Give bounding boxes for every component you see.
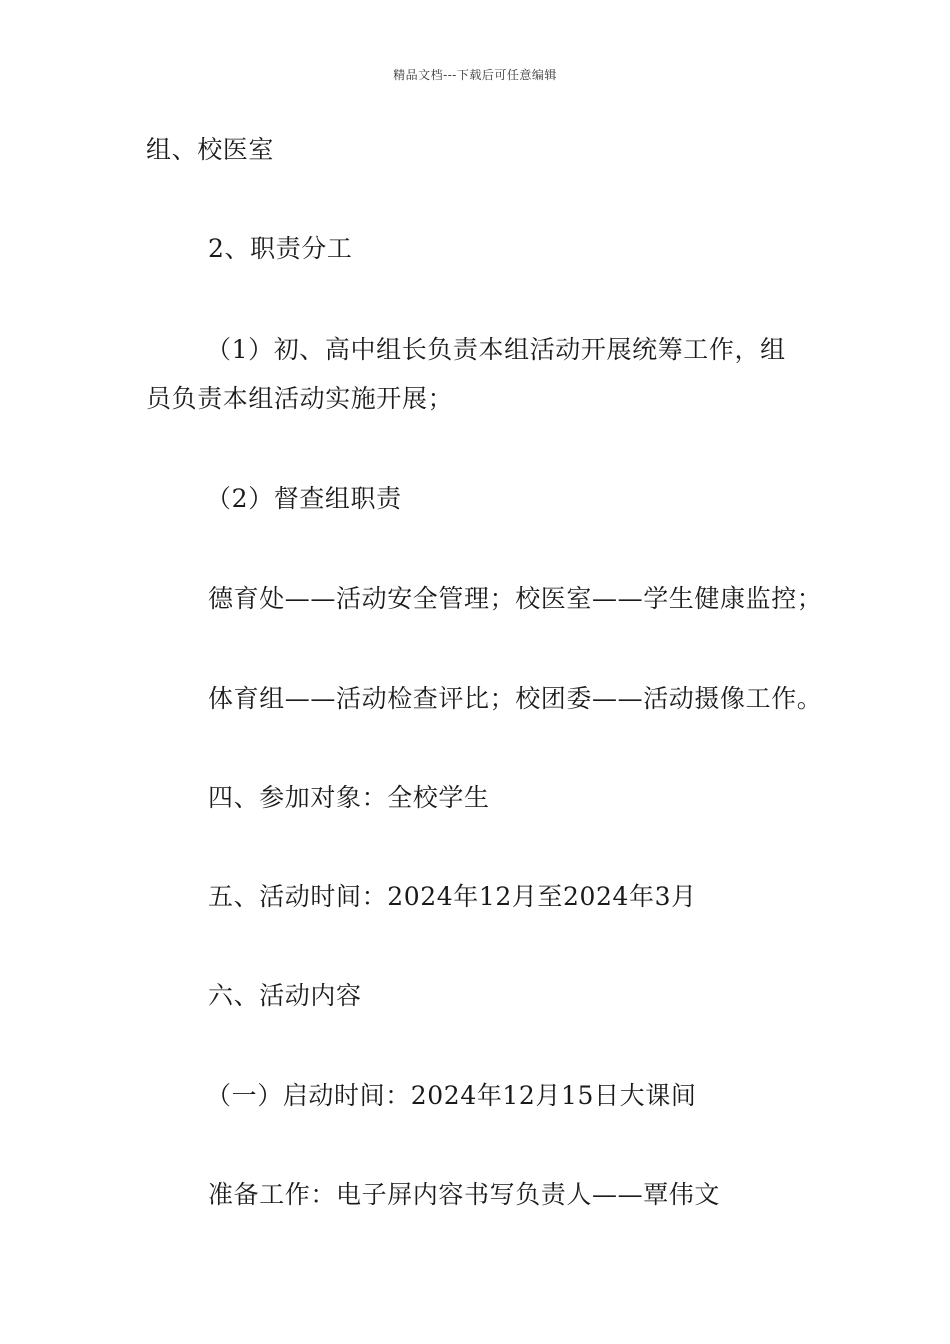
text-line-12: 准备工作：电子屏内容书写负责人——覃伟文 [208,1180,721,1209]
section-heading-duties: 2、职责分工 [208,234,353,263]
subheading-supervision: （2）督查组职责 [206,484,402,513]
section-heading-content: 六、活动内容 [208,981,362,1010]
section-heading-participants: 四、参加对象：全校学生 [208,783,490,812]
subheading-launch-time: （一）启动时间：2024年12月15日大课间 [206,1081,697,1110]
text-line-1: 组、校医室 [146,135,275,164]
text-line-6: 德育处——活动安全管理；校医室——学生健康监控； [208,584,823,613]
section-heading-time: 五、活动时间：2024年12月至2024年3月 [208,882,697,911]
text-line-4: 员负责本组活动实施开展； [146,384,454,413]
text-line-3: （1）初、高中组长负责本组活动开展统筹工作，组 [206,335,786,364]
page-header: 精品文档---下载后可任意编辑 [393,68,557,82]
text-line-7: 体育组——活动检查评比；校团委——活动摄像工作。 [208,684,823,713]
